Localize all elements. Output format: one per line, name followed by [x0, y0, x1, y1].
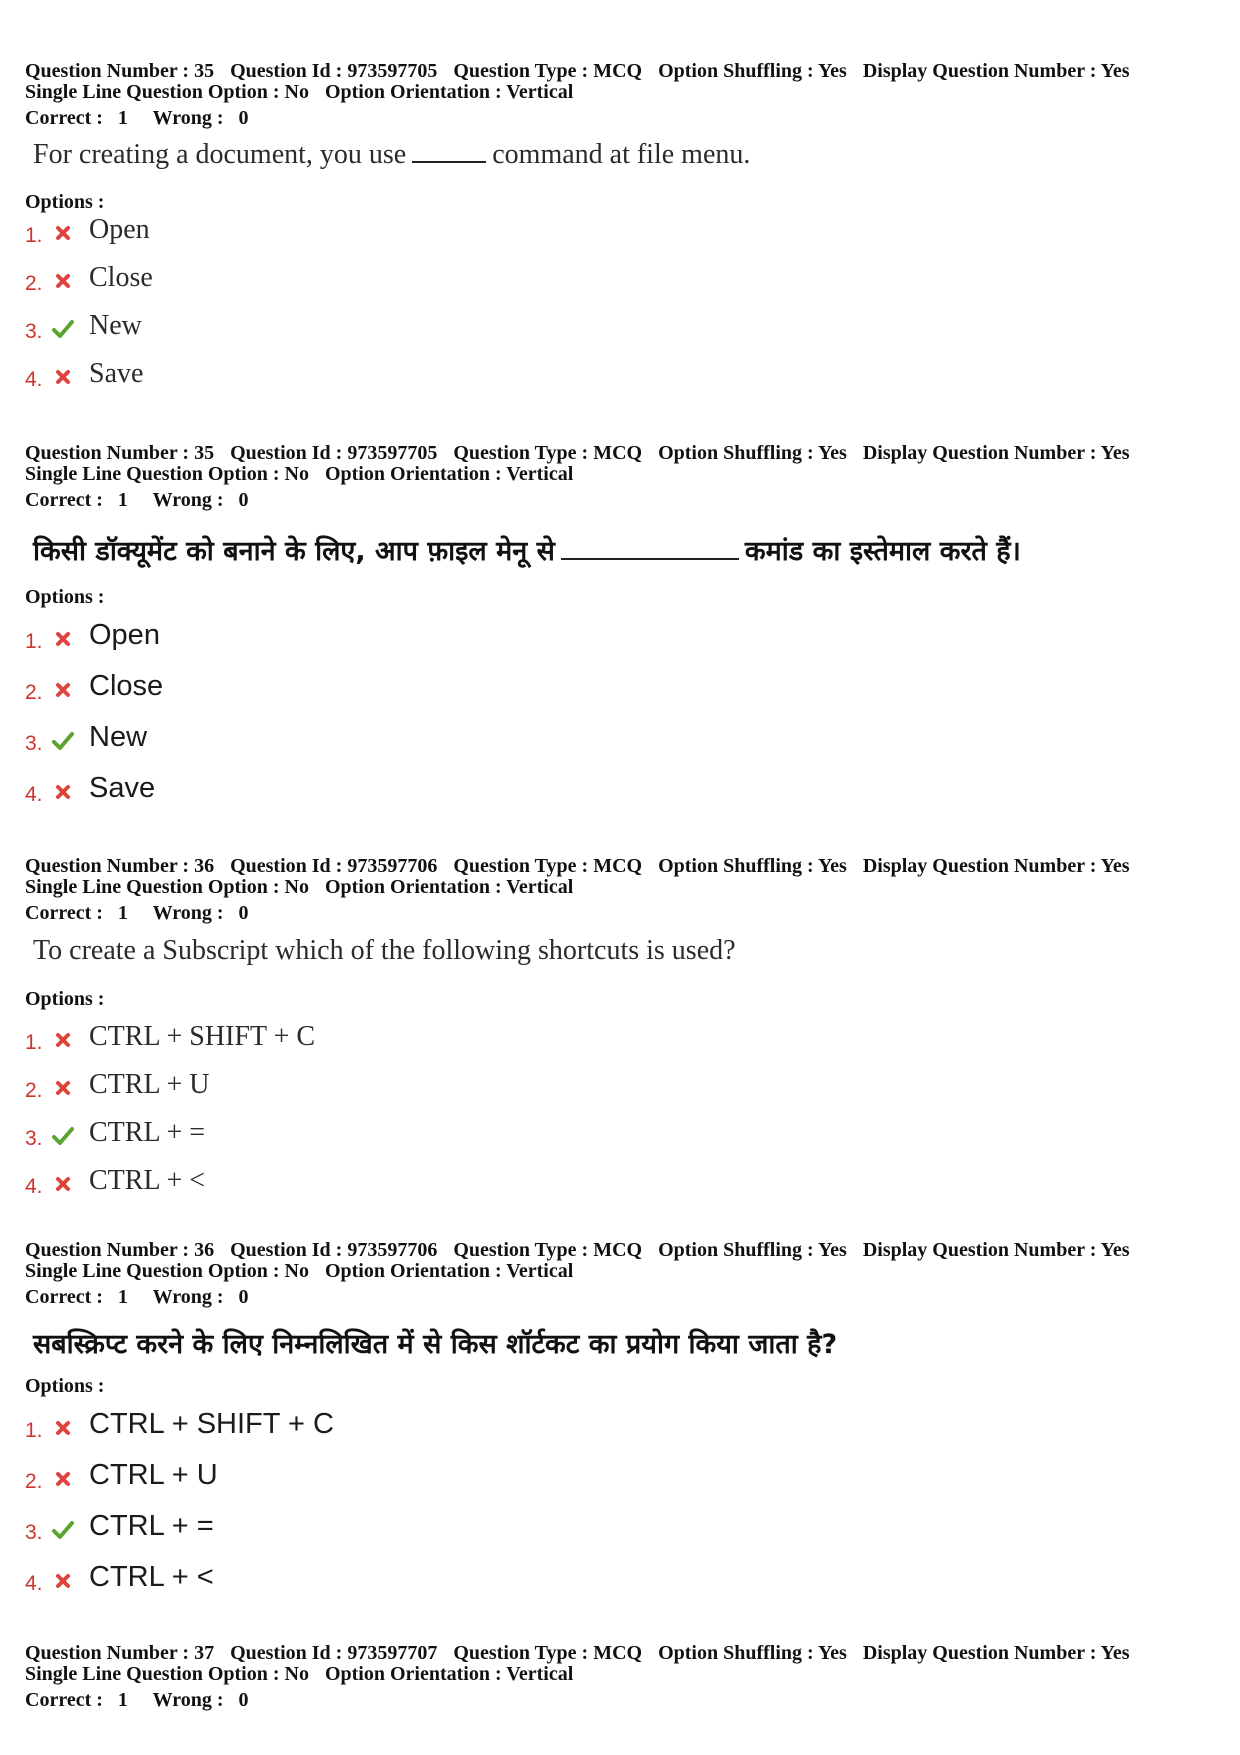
- score-line: Correct : 1 Wrong : 0: [25, 107, 249, 129]
- cross-icon: [52, 1173, 74, 1195]
- score-line: Correct : 1 Wrong : 0: [25, 1286, 249, 1308]
- question-text: To create a Subscript which of the following shortcuts is used?: [33, 935, 736, 966]
- check-icon: [52, 1125, 74, 1147]
- cross-icon: [52, 1468, 74, 1490]
- score-line: Correct : 1 Wrong : 0: [25, 902, 249, 924]
- question-meta-line-1: Question Number : 35 Question Id : 973597705 Question Type : MCQ Option Shuffling : Yes Display Question Number : Yes: [25, 442, 1130, 464]
- score-line: Correct : 1 Wrong : 0: [25, 1689, 249, 1711]
- cross-icon: [52, 1077, 74, 1099]
- options-label: Options :: [25, 191, 105, 213]
- check-icon: [52, 1519, 74, 1541]
- question-header: [25, 1643, 1225, 1711]
- cross-icon: [52, 1570, 74, 1592]
- cross-icon: [52, 1029, 74, 1051]
- cross-icon: [52, 1417, 74, 1439]
- question-header: [25, 443, 1225, 511]
- question-meta-line-1: Question Number : 37 Question Id : 973597707 Question Type : MCQ Option Shuffling : Yes Display Question Number : Yes: [25, 1642, 1130, 1664]
- cross-icon: [52, 270, 74, 292]
- question-header: [25, 1240, 1225, 1308]
- question-text: सबस्क्रिप्ट करने के लिए निम्नलिखित में से किस शॉर्टकट का प्रयोग किया जाता है?: [33, 1329, 838, 1360]
- cross-icon: [52, 628, 74, 650]
- answer-blank: [561, 558, 739, 560]
- options-label: Options :: [25, 586, 105, 608]
- question-meta-line-2: Single Line Question Option : No Option Orientation : Vertical: [25, 463, 574, 485]
- question-text: For creating a document, you use command at file menu.: [33, 139, 751, 170]
- question-meta-line-1: Question Number : 35 Question Id : 973597705 Question Type : MCQ Option Shuffling : Yes Display Question Number : Yes: [25, 60, 1130, 82]
- check-icon: [52, 318, 74, 340]
- cross-icon: [52, 781, 74, 803]
- question-meta-line-1: Question Number : 36 Question Id : 973597706 Question Type : MCQ Option Shuffling : Yes Display Question Number : Yes: [25, 1239, 1130, 1261]
- question-header: [25, 856, 1225, 924]
- cross-icon: [52, 222, 74, 244]
- question-meta-line-2: Single Line Question Option : No Option Orientation : Vertical: [25, 876, 574, 898]
- cross-icon: [52, 366, 74, 388]
- cross-icon: [52, 679, 74, 701]
- question-header: [25, 61, 1225, 129]
- options-label: Options :: [25, 1375, 105, 1397]
- options-label: Options :: [25, 988, 105, 1010]
- check-icon: [52, 730, 74, 752]
- question-meta-line-1: Question Number : 36 Question Id : 973597706 Question Type : MCQ Option Shuffling : Yes Display Question Number : Yes: [25, 855, 1130, 877]
- question-meta-line-2: Single Line Question Option : No Option Orientation : Vertical: [25, 81, 574, 103]
- answer-blank: [412, 161, 486, 163]
- question-meta-line-2: Single Line Question Option : No Option Orientation : Vertical: [25, 1260, 574, 1282]
- question-meta-line-2: Single Line Question Option : No Option Orientation : Vertical: [25, 1663, 574, 1685]
- question-text: किसी डॉक्यूमेंट को बनाने के लिए, आप फ़ाइल मेनू से कमांड का इस्तेमाल करते हैं।: [33, 536, 1021, 567]
- score-line: Correct : 1 Wrong : 0: [25, 489, 249, 511]
